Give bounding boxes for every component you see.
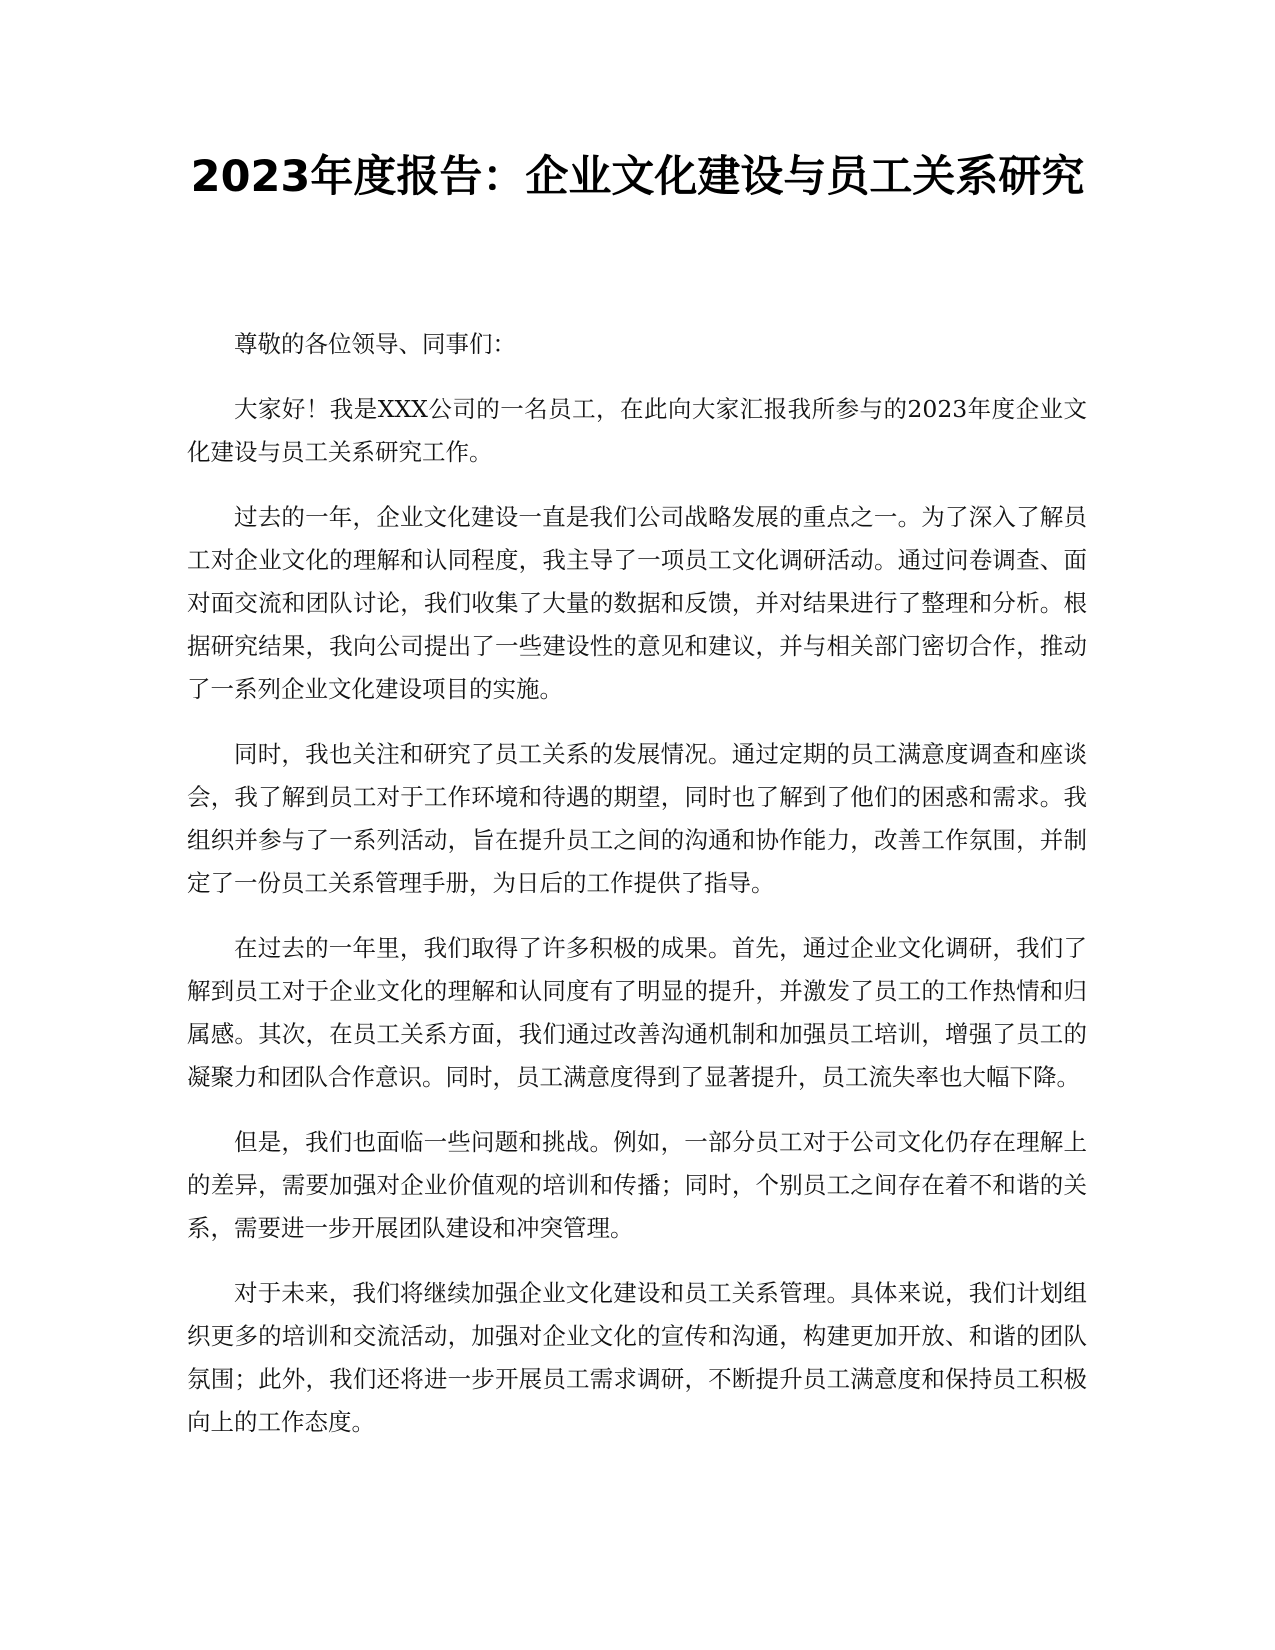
relations-paragraph: 同时，我也关注和研究了员工关系的发展情况。通过定期的员工满意度调查和座谈会，我了解到员工对于工作环境和待遇的期望，同时也了解到了他们的困惑和需求。我组织并参与了一系列活动，旨在提升员工之间的沟通和协作能力，改善工作氛围，并制定了一份员工关系管理手册，为日后的工作提供了指导。: [187, 740, 1087, 897]
document-title: 2023年度报告：企业文化建设与员工关系研究: [190, 152, 1085, 202]
achievements-paragraph: 在过去的一年里，我们取得了许多积极的成果。首先，通过企业文化调研，我们了解到员工对于企业文化的理解和认同度有了明显的提升，并激发了员工的工作热情和归属感。其次，在员工关系方面，我们通过改善沟通机制和加强员工培训，增强了员工的凝聚力和团队合作意识。同时，员工满意度得到了显著提升，员工流失率也大幅下降。: [187, 934, 1087, 1091]
future-paragraph: 对于未来，我们将继续加强企业文化建设和员工关系管理。具体来说，我们计划组织更多的培训和交流活动，加强对企业文化的宣传和沟通，构建更加开放、和谐的团队氛围；此外，我们还将进一步开展员工需求调研，不断提升员工满意度和保持员工积极向上的工作态度。: [187, 1279, 1087, 1436]
document-body: [187, 323, 1087, 1466]
challenges-paragraph: 但是，我们也面临一些问题和挑战。例如，一部分员工对于公司文化仍存在理解上的差异，需要加强对企业价值观的培训和传播；同时，个别员工之间存在着不和谐的关系，需要进一步开展团队建设和冲突管理。: [187, 1128, 1087, 1242]
greeting-paragraph: 尊敬的各位领导、同事们：: [234, 330, 516, 358]
culture-paragraph: 过去的一年，企业文化建设一直是我们公司战略发展的重点之一。为了深入了解员工对企业文化的理解和认同程度，我主导了一项员工文化调研活动。通过问卷调查、面对面交流和团队讨论，我们收集了大量的数据和反馈，并对结果进行了整理和分析。根据研究结果，我向公司提出了一些建设性的意见和建议，并与相关部门密切合作，推动了一系列企业文化建设项目的实施。: [187, 503, 1087, 703]
intro-paragraph: 大家好！我是XXX公司的一名员工，在此向大家汇报我所参与的2023年度企业文化建设与员工关系研究工作。: [187, 395, 1087, 466]
